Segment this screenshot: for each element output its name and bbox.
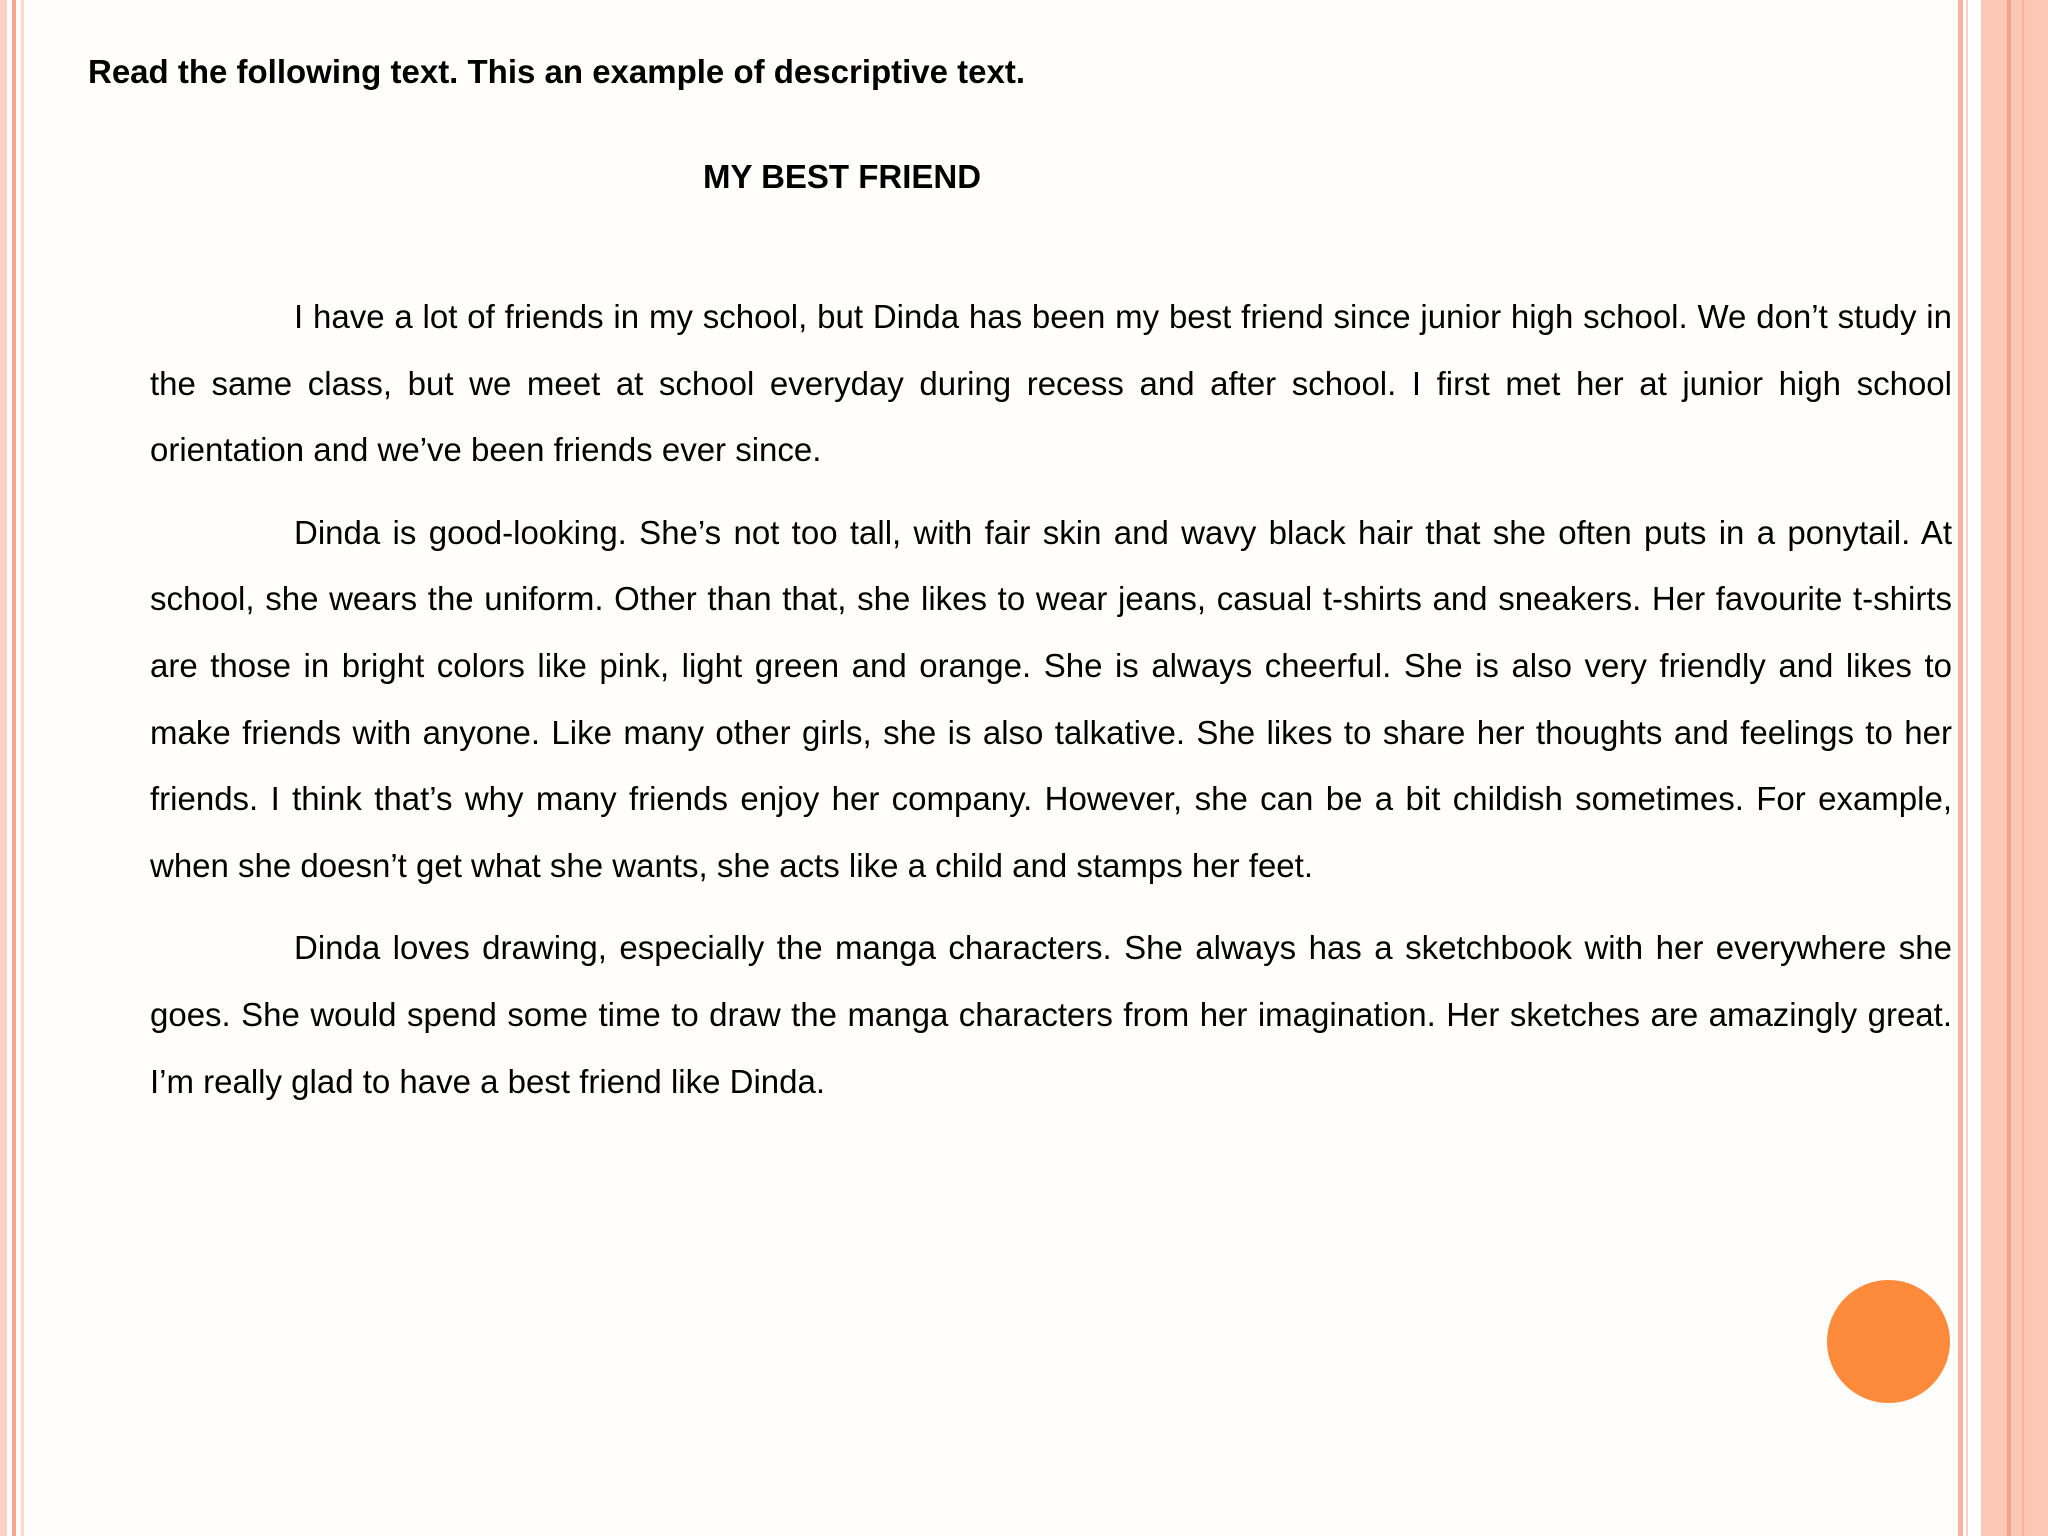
right-border-stripe (1966, 0, 1968, 1536)
left-border-stripe (12, 0, 16, 1536)
paragraph-description-appearance: Dinda is good-looking. She’s not too tall, with fair skin and wavy black hair that she often puts in a ponytail. At school, she wears the uniform. Other than that, she likes to wear jeans, casual t-shirts and sneakers. Her favourite t-shirts are those in bright colors like pink, light green and orange. She is always cheerful. She is also very friendly and likes to make friends with anyone. Like many other girls, she is also talkative. She likes to share her thoughts and feelings to her friends. I think that’s why many friends enjoy her company. However, she can be a bit childish sometimes. For example, when she doesn’t get what she wants, she acts like a child and stamps her feet. (150, 513, 1952, 884)
left-border-stripe (0, 0, 7, 1536)
instruction-text: Read the following text. This an example of descriptive text. (88, 53, 1026, 90)
right-border-stripe (2007, 0, 2011, 1536)
right-border-band (1981, 0, 2048, 1536)
decorative-orange-circle (1827, 1280, 1950, 1403)
paragraph-identification: I have a lot of friends in my school, but Dinda has been my best friend since junior high school. We don’t study in the same class, but we meet at school everyday during recess and after school. I first met her at junior high school orientation and we’ve been friends ever since. (150, 298, 1952, 469)
descriptive-text-body (150, 284, 1952, 1131)
left-border-stripe (21, 0, 24, 1536)
paragraph-description-hobby: Dinda loves drawing, especially the manga characters. She always has a sketchbook with her everywhere she goes. She would spend some time to draw the manga characters from her imagination. Her sketches are amazingly great. I’m really glad to have a best friend like Dinda. (150, 929, 1952, 1100)
right-border-stripe (1958, 0, 1963, 1536)
text-title: MY BEST FRIEND (703, 158, 982, 195)
right-border-stripe (2022, 0, 2024, 1536)
